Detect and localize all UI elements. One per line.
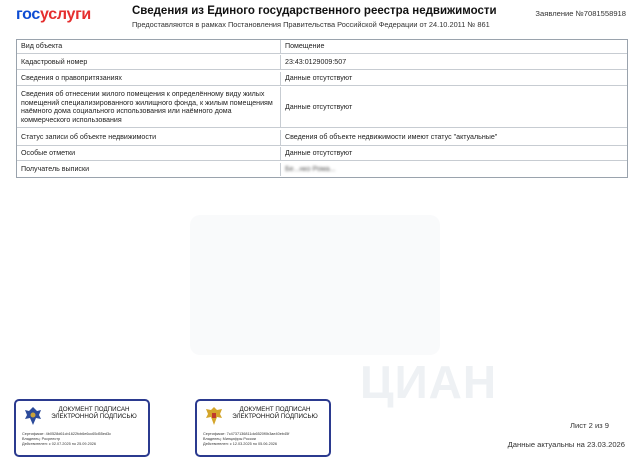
row-label-cadastral-number: Кадастровый номер [17, 55, 281, 70]
row-value-housing-type: Данные отсутствуют [281, 87, 627, 128]
row-label-housing-type: Сведения об отнесении жилого помещения к определённому виду жилых помещений специализированного жилищного фонда, к жилым помещениям наёмного дома социального использования или наёмного дома коммерческого использования [17, 87, 281, 128]
page-number: Лист 2 из 9 [570, 421, 609, 430]
stamp-certificate: Сертификат: 7c4737136811dc6520f0b3ae40eb45f [203, 432, 290, 436]
row-value-object-type: Помещение [281, 40, 627, 54]
row-value-recipient [281, 163, 627, 176]
row-value-cadastral-number: 23:43:0129009:507 [281, 55, 627, 70]
data-actual-date: Данные актуальны на 23.03.2026 [507, 440, 625, 449]
logo-part1: гос [16, 6, 41, 23]
row-value-record-status: Сведения об объекте недвижимости имеют статус "актуальные" [281, 130, 627, 146]
row-value-special-notes: Данные отсутствуют [281, 147, 627, 161]
gosuslugi-logo [16, 6, 91, 24]
watermark: ЦИАН [360, 356, 498, 408]
stamp-valid: Действителен: с 02.07.2025 по 25.09.2026 [22, 442, 97, 446]
signature-stamp-rosreestr [14, 399, 150, 457]
stamp-owner: Владелец: Минцифры России [203, 437, 256, 441]
recipient-name: Бе...нко Рома... [285, 164, 336, 173]
stamp-owner: Владелец: Росреестр [22, 437, 61, 441]
logo-part2: услуги [40, 6, 91, 23]
application-number: Заявление №7081558918 [535, 9, 626, 18]
row-label-record-status: Статус записи об объекте недвижимости [17, 130, 281, 146]
watermark-background [190, 215, 440, 355]
row-label-recipient: Получатель выписки [17, 163, 281, 176]
stamp-valid: Действителен: с 12.03.2025 по 05.06.2026 [203, 442, 278, 446]
info-table [16, 39, 628, 178]
document-subtitle: Предоставляются в рамках Постановления Правительства Российской Федерации от 24.10.2011 № 861 [132, 20, 490, 29]
row-label-claims: Сведения о правопритязаниях [17, 72, 281, 86]
stamp-title: ДОКУМЕНТ ПОДПИСАН ЭЛЕКТРОННОЙ ПОДПИСЬЮ [51, 406, 137, 420]
signature-stamp-mintsifry [195, 399, 331, 457]
document-title: Сведения из Единого государственного реестра недвижимости [132, 5, 497, 17]
stamp-title: ДОКУМЕНТ ПОДПИСАН ЭЛЕКТРОННОЙ ПОДПИСЬЮ [232, 406, 318, 420]
row-label-special-notes: Особые отметки [17, 147, 281, 161]
row-value-claims: Данные отсутствуют [281, 72, 627, 86]
stamp-certificate: Сертификат: 4b0528d61cb1622fcb6e6cc65d55ed3c [22, 432, 112, 436]
stamp-info [22, 432, 111, 447]
stamp-info [203, 432, 289, 447]
rosreestr-emblem-icon [22, 405, 44, 427]
row-label-object-type: Вид объекта [17, 40, 281, 54]
russia-coat-of-arms-icon [203, 405, 225, 427]
